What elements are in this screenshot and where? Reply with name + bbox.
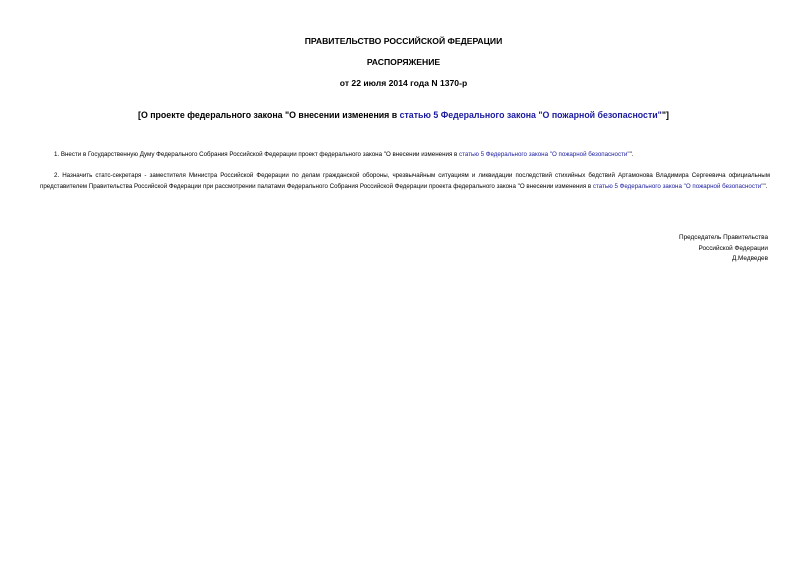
paragraph-1-text: 1. Внести в Государственную Думу Федерального Собрания Российской Федерации проект федерального закона "О внесении изменения в <box>54 151 460 158</box>
document-subject <box>0 110 807 121</box>
paragraph-2 <box>40 171 770 192</box>
paragraph-2-text: 2. Назначить статс-секретаря - заместителя Министра Российской Федерации по делам гражданской обороны, чрезвычайным ситуациям и ликвидации последствий стихийных бедствий Артамонова Владимира Сергеевича официальным представителем Правительства Российской Федерации при рассмотрении палатами Федерального Собрания Российской Федерации проекта федерального закона "О внесении изменения в <box>40 172 770 190</box>
signature-position-line-1: Председатель Правительства <box>679 234 768 241</box>
paragraph-2-tail: ". <box>763 182 768 190</box>
subject-suffix: "] <box>661 110 669 120</box>
paragraph-1-tail: ". <box>629 151 634 158</box>
subject-law-link[interactable]: статью 5 Федерального закона "О пожарной безопасности" <box>399 110 662 120</box>
signature-name: Д.Медведев <box>731 255 768 262</box>
subject-prefix: [О проекте федерального закона "О внесении изменения в <box>138 110 400 120</box>
paragraph-1 <box>40 150 770 161</box>
paragraph-2-law-link[interactable]: статью 5 Федерального закона "О пожарной безопасности" <box>592 182 764 190</box>
government-title: ПРАВИТЕЛЬСТВО РОССИЙСКОЙ ФЕДЕРАЦИИ <box>304 36 503 46</box>
signature-position-line-2: Российской Федерации <box>698 244 768 252</box>
document-date-number: от 22 июля 2014 года N 1370-р <box>339 78 468 88</box>
paragraph-1-law-link[interactable]: статью 5 Федерального закона "О пожарной безопасности" <box>459 151 630 158</box>
document-type: РАСПОРЯЖЕНИЕ <box>366 57 441 67</box>
